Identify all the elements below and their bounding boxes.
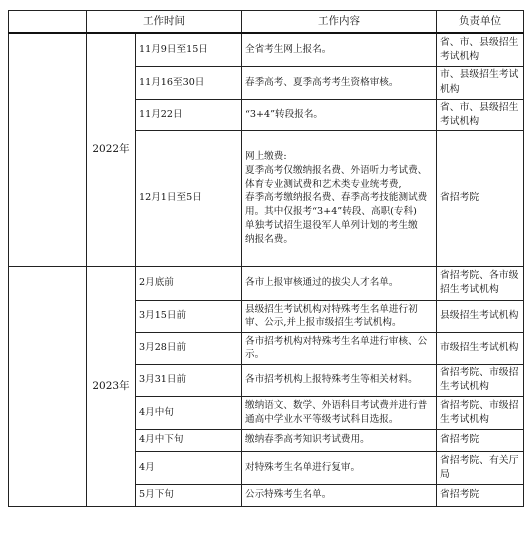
- dept-cell: 省、市、县级招生考试机构: [437, 99, 524, 130]
- year-cell: 2023年: [87, 266, 136, 506]
- content-text: 网上缴费:: [245, 150, 287, 162]
- content-text: 缴纳语文、数学、外语科目考试费并进行普通高中学业水平等级考试科目选报。: [245, 400, 428, 425]
- content-cell: [242, 332, 437, 364]
- dept-cell: 省招考院、各市级招生考试机构: [437, 266, 524, 300]
- content-cell: [242, 429, 437, 451]
- content-text: 夏季高考仅缴纳报名费、外语听力考试费、: [245, 164, 428, 176]
- time-cell: 3月28日前: [136, 332, 242, 364]
- content-text: 公示特殊考生名单。: [245, 489, 332, 501]
- content-text: 各市招考机构上报特殊考生等相关材料。: [245, 374, 418, 386]
- table-header-row: [9, 11, 524, 34]
- time-cell: 11月16至30日: [136, 66, 242, 99]
- content-text: 各市上报审核通过的拔尖人才名单。: [245, 277, 399, 289]
- header-dept: 负责单位: [437, 11, 524, 34]
- content-cell: [242, 364, 437, 396]
- dept-cell: 省、市、县级招生考试机构: [437, 33, 524, 66]
- blank-margin-cell: [9, 266, 87, 506]
- time-cell: 4月中下旬: [136, 429, 242, 451]
- dept-cell: 省招考院、市级招生考试机构: [437, 396, 524, 429]
- content-text: 体育专业测试费和艺术类专业统考费,: [245, 178, 402, 190]
- time-cell: 4月: [136, 451, 242, 484]
- content-text: 春季高考缴纳报名费、春季高考技能测试费: [245, 192, 428, 204]
- content-text: 县级招生考试机构对特殊考生名单进行初审、公示,并上报市级招生考试机构。: [245, 303, 418, 329]
- content-cell: [242, 66, 437, 99]
- year-cell: 2022年: [87, 33, 136, 266]
- time-cell: 4月中旬: [136, 396, 242, 429]
- time-cell: 5月下旬: [136, 484, 242, 506]
- content-cell: [242, 300, 437, 332]
- content-text: 各市招考机构对特殊考生名单进行审核、公示。: [245, 335, 428, 361]
- dept-cell: 省招考院: [437, 484, 524, 506]
- blank-header-cell: [9, 11, 87, 34]
- dept-cell: 县级招生考试机构: [437, 300, 524, 332]
- table-row: [9, 266, 524, 300]
- dept-cell: 省招考院: [437, 130, 524, 266]
- table-row: [9, 33, 524, 66]
- content-text: 春季高考、夏季高考考生资格审核。: [245, 76, 399, 88]
- content-text: 用。其中仅报考“3+4”转段、高职(专科): [245, 206, 417, 218]
- dept-cell: 省招考院、市级招生考试机构: [437, 364, 524, 396]
- content-cell: [242, 451, 437, 484]
- content-text: 单独考试招生退役军人单列计划的考生缴: [245, 220, 418, 232]
- time-cell: 11月22日: [136, 99, 242, 130]
- schedule-table: [8, 10, 524, 507]
- time-cell: 3月15日前: [136, 300, 242, 332]
- dept-cell: 省招考院、有关厅局: [437, 451, 524, 484]
- header-content: 工作内容: [242, 11, 437, 34]
- time-cell: 11月9日至15日: [136, 33, 242, 66]
- header-time: 工作时间: [87, 11, 242, 34]
- time-cell: 2月底前: [136, 266, 242, 300]
- content-cell: [242, 396, 437, 429]
- content-text: “3+4”转段报名。: [245, 108, 324, 120]
- time-cell: 3月31日前: [136, 364, 242, 396]
- dept-cell: 市级招生考试机构: [437, 332, 524, 364]
- content-text: 全省考生网上报名。: [245, 43, 332, 55]
- schedule-table-body: [9, 11, 524, 507]
- content-cell: [242, 484, 437, 506]
- time-cell: 12月1日至5日: [136, 130, 242, 266]
- dept-cell: 省招考院: [437, 429, 524, 451]
- content-text: 对特殊考生名单进行复审。: [245, 461, 361, 473]
- content-cell: [242, 266, 437, 300]
- dept-cell: 市、县级招生考试机构: [437, 66, 524, 99]
- content-text: 缴纳春季高考知识考试费用。: [245, 434, 370, 446]
- content-cell: [242, 130, 437, 266]
- blank-margin-cell: [9, 33, 87, 266]
- content-cell: [242, 99, 437, 130]
- content-cell: [242, 33, 437, 66]
- content-text: 纳报名费。: [245, 234, 293, 246]
